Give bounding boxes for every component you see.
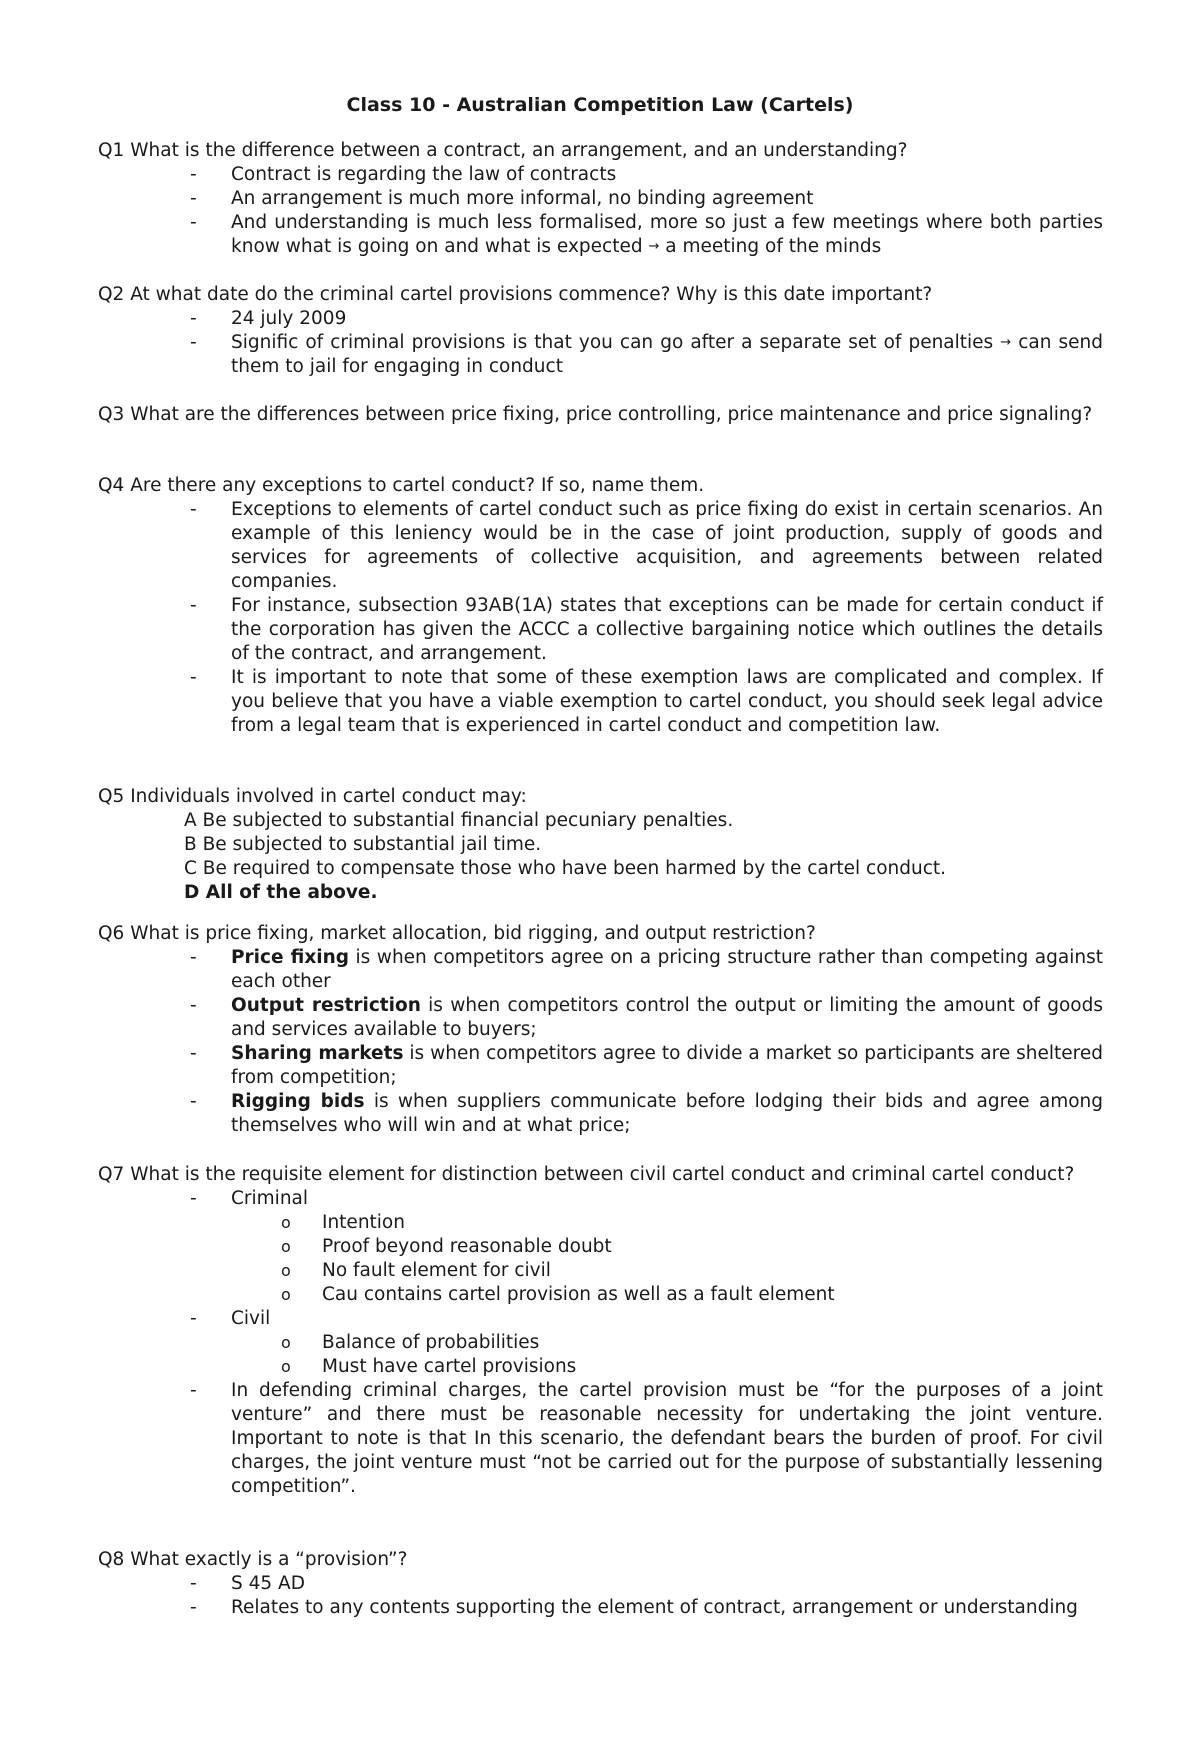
question-8-block [98,1548,1103,1620]
q7-criminal-item-4: o Cau contains cartel provision as well as a fault element [98,1283,1103,1307]
question-4-block [98,474,1103,738]
q6-answer-4 [98,1090,1103,1138]
q5-option-a: A Be subjected to substantial financial pecuniary penalties. [184,810,734,831]
q2-answer-1: - 24 july 2009 [98,307,1103,331]
q6-definition-4: is when suppliers communicate before lodging their bids and agree among themselves who will win and at what price; [231,1091,1104,1136]
q7-criminal-item-1: o Intention [98,1211,1103,1235]
q5-option-b: B Be subjected to substantial jail time. [184,834,542,855]
arrow-icon: → [1000,335,1012,350]
q7-criminal: - Criminal [98,1187,1103,1211]
q7-defence: - In defending criminal charges, the cartel provision must be “for the purposes of a joint venture” and there must be reasonable necessity for undertaking the joint venture. Important to note is that In this scenario, the defendant bears the burden of proof. For civil charges, the joint venture must “not be carried out for the purpose of substantially lessening competition”. [98,1379,1103,1499]
q6-answer-1 [98,946,1103,994]
q6-answer-3 [98,1042,1103,1090]
question-5-block [98,785,1103,905]
question-2: Q2 At what date do the criminal cartel provisions commence? Why is this date important? [98,284,933,305]
question-4: Q4 Are there any exceptions to cartel conduct? If so, name them. [98,475,705,496]
question-6-block [98,922,1103,1138]
question-7-block [98,1163,1103,1499]
q4-answer-1: - Exceptions to elements of cartel conduct such as price fixing do exist in certain scenarios. An example of this leniency would be in the case of joint production, supply of goods and services for agreements of collective acquisition, and agreements between related companies. [98,498,1103,594]
q8-answer-2: - Relates to any contents supporting the element of contract, arrangement or understanding [98,1596,1103,1620]
question-3: Q3 What are the differences between price fixing, price controlling, price maintenance and price signaling? [98,404,1093,425]
q6-definition-3: is when competitors agree to divide a market so participants are sheltered from competition; [231,1043,1103,1088]
page-title: Class 10 - Australian Competition Law (Cartels) [346,94,854,116]
q7-criminal-item-2: o Proof beyond reasonable doubt [98,1235,1103,1259]
q7-civil: - Civil [98,1307,1103,1331]
q6-term-1: Price fixing [231,947,350,968]
q1-answer-3-text: And understanding is much less formalised, more so just a few meetings where both parties know what is going on and what is expected [231,212,1103,257]
q1-answer-3 [98,211,1103,259]
q5-option-c: C Be required to compensate those who have been harmed by the cartel conduct. [184,858,947,879]
arrow-icon: → [648,239,660,254]
q1-answer-3-tail: a meeting of the minds [665,236,882,257]
q2-answer-2-tail: can send them to jail for engaging in conduct [231,332,1104,377]
q1-answer-1: - Contract is regarding the law of contracts [98,163,1103,187]
q6-term-3: Sharing markets [231,1043,404,1064]
q2-answer-2-text: Signific of criminal provisions is that you can go after a separate set of penalties [231,332,994,353]
q6-answer-2 [98,994,1103,1042]
q6-term-2: Output restriction [231,995,421,1016]
q6-definition-2: is when competitors control the output or limiting the amount of goods and services available to buyers; [231,995,1103,1040]
q4-answer-3: - It is important to note that some of these exemption laws are complicated and complex. If you believe that you have a viable exemption to cartel conduct, you should seek legal advice from a legal team that is experienced in cartel conduct and competition law. [98,666,1103,738]
q2-answer-2 [98,331,1103,379]
q5-option-d-text: D All of the above. [184,882,378,903]
q8-answer-1: - S 45 AD [98,1572,1103,1596]
q6-definition-1: is when competitors agree on a pricing structure rather than competing against each other [231,947,1103,992]
question-2-block [98,283,1103,379]
question-1: Q1 What is the difference between a contract, an arrangement, and an understanding? [98,140,908,161]
question-3-block [98,403,1103,427]
q5-option-d [98,881,1103,905]
question-8: Q8 What exactly is a “provision”? [98,1549,408,1570]
q1-answer-2: - An arrangement is much more informal, no binding agreement [98,187,1103,211]
q7-civil-item-1: o Balance of probabilities [98,1331,1103,1355]
q7-criminal-item-3: o No fault element for civil [98,1259,1103,1283]
question-1-block [98,139,1103,259]
question-6: Q6 What is price fixing, market allocation, bid rigging, and output restriction? [98,923,816,944]
q7-civil-item-2: o Must have cartel provisions [98,1355,1103,1379]
question-7: Q7 What is the requisite element for distinction between civil cartel conduct and criminal cartel conduct? [98,1164,1075,1185]
question-5: Q5 Individuals involved in cartel conduct may: [98,786,527,807]
q4-answer-2: - For instance, subsection 93AB(1A) states that exceptions can be made for certain conduct if the corporation has given the ACCC a collective bargaining notice which outlines the details of the contract, and arrangement. [98,594,1103,666]
q6-term-4: Rigging bids [231,1091,365,1112]
